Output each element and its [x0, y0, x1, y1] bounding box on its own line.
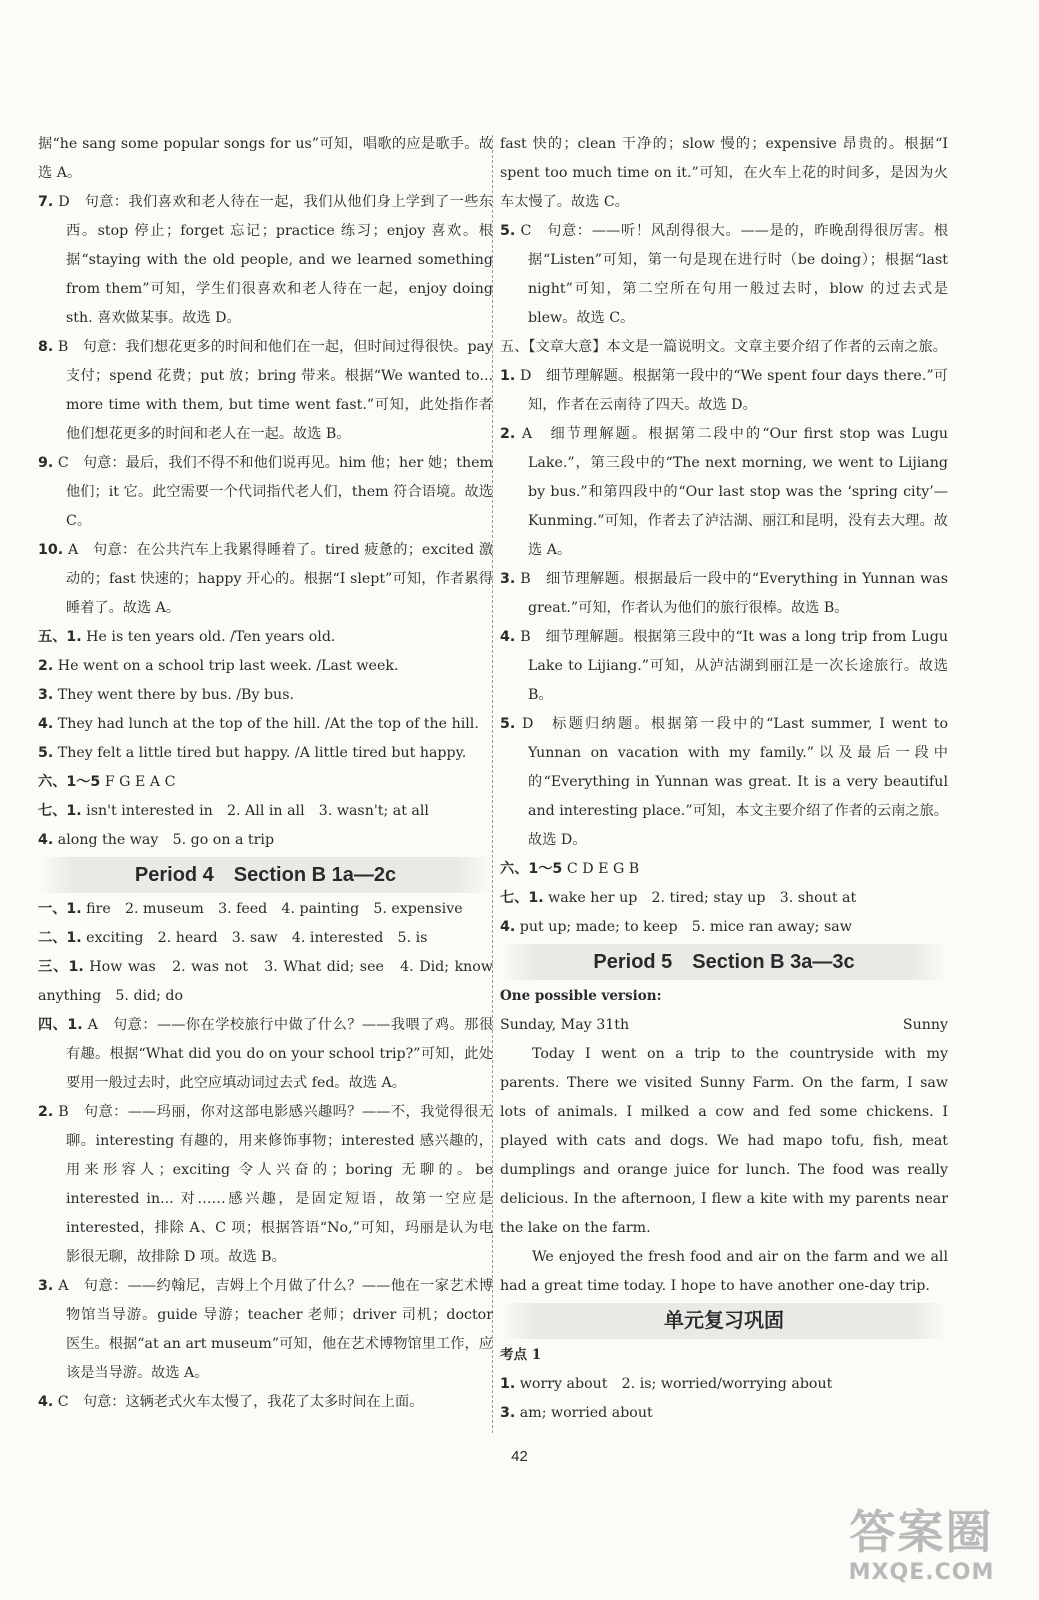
- diary-date: Sunday, May 31th: [500, 1017, 630, 1033]
- part-7-answers-1: 七、1. isn't interested in 2. All in all 3. wasn't; at all: [38, 803, 429, 819]
- watermark-url: MXQE.COM: [848, 1560, 995, 1585]
- answer-6-continued: 据“he sang some popular songs for us”可知，唱歌的应是歌手。故选 A。: [38, 136, 493, 181]
- key-point-answers-1: 1. worry about 2. is; worried/worrying about: [500, 1376, 833, 1392]
- watermark-logo: 答案圈: [849, 1505, 994, 1559]
- reading-answer-3: 3. B 细节理解题。根据最后一段中的“Everything in Yunnan was great.”可知，作者认为他们的旅行很棒。故选 B。: [500, 571, 948, 616]
- part-5-answer-1: 五、1. He is ten years old. /Ten years old.: [38, 629, 336, 645]
- answer-9: 9. C 句意：最后，我们不得不和他们说再见。him 他；her 她；them 他们；it 它。此空需要一个代词指代老人们，them 符合语境。故选 C。: [38, 455, 493, 529]
- part-7-answers-2: 4. along the way 5. go on a trip: [38, 832, 275, 848]
- part-3-answers: 三、1. How was 2. was not 3. What did; see 4. Did; know anything 5. did; do: [38, 959, 493, 1004]
- part-7-answers-right-2: 4. put up; made; to keep 5. mice ran away; saw: [500, 919, 852, 935]
- part-4-answer-4: 4. C 句意：这辆老式火车太慢了，我花了太多时间在上面。: [38, 1394, 424, 1410]
- key-point-answers-2: 3. am; worried about: [500, 1405, 653, 1421]
- essay-paragraph-2: We enjoyed the fresh food and air on the farm and we all had a great time today. I hope to have another one-day trip.: [500, 1249, 948, 1294]
- right-column: [500, 130, 948, 1428]
- part-7-answers-right-1: 七、1. wake her up 2. tired; stay up 3. shout at: [500, 890, 857, 906]
- reading-answer-1: 1. D 细节理解题。根据第一段中的“We spent four days there.”可知，作者在云南待了四天。故选 D。: [500, 368, 948, 413]
- reading-answer-2: 2. A 细节理解题。根据第二段中的“Our first stop was Lugu Lake.”，第三段中的“The next morning, we went to Lijiang by bus.”和第四段中的“Our last stop was the ‘spring city’—Kunming.”可知，作者去了泸沽湖、丽江和昆明，没有去大理。故选 A。: [500, 426, 948, 558]
- part-4-answer-2: 2. B 句意：——玛丽，你对这部电影感兴趣吗？——不，我觉得很无聊。interesting 有趣的，用来修饰事物；interested 感兴趣的，用来形容人；exciting 令人兴奋的；boring 无聊的。be interested in... 对……感兴趣，是固定短语，故第一空应是 interested，排除 A、C 项；根据答语“No,”可知，玛丽是认为电影很无聊，故排除 D 项。故选 B。: [38, 1104, 493, 1265]
- diary-header: [500, 1011, 948, 1040]
- section-title-unit-review: 单元复习巩固: [500, 1303, 948, 1339]
- part-6-answers-right: 六、1～5 C D E G B: [500, 861, 640, 877]
- page-number: 42: [511, 1448, 528, 1465]
- part-5-answer-2: 2. He went on a school trip last week. /Last week.: [38, 658, 399, 674]
- answer-10: 10. A 句意：在公共汽车上我累得睡着了。tired 疲惫的；excited 激动的；fast 快速的；happy 开心的。根据“I slept”可知，作者累得睡着了。故选 A。: [38, 542, 494, 616]
- part-2-answers: 二、1. exciting 2. heard 3. saw 4. interested 5. is: [38, 930, 428, 946]
- part-1-answers: 一、1. fire 2. museum 3. feed 4. painting 5. expensive: [38, 901, 463, 917]
- section-title-period-5: Period 5 Section B 3a—3c: [500, 944, 948, 980]
- reading-summary: 五、【文章大意】本文是一篇说明文。文章主要介绍了作者的云南之旅。: [500, 339, 947, 355]
- part-4-answer-3: 3. A 句意：——约翰尼，吉姆上个月做了什么？——他在一家艺术博物馆当导游。guide 导游；teacher 老师；driver 司机；doctor 医生。根据“at an art museum”可知，他在艺术博物馆里工作，应该是当导游。故选 A。: [38, 1278, 493, 1381]
- reading-answer-5: 5. D 标题归纳题。根据第一段中的“Last summer, I went to Yunnan on vacation with my family.”以及最后一段中的“Everything in Yunnan was great. It is a very beautiful and interesting place.”可知，本文主要介绍了作者的云南之旅。故选 D。: [500, 716, 948, 848]
- part-5-answer-4: 4. They had lunch at the top of the hill. /At the top of the hill.: [38, 716, 479, 732]
- part-4-answer-4-continued: fast 快的；clean 干净的；slow 慢的；expensive 昂贵的。根据“I spent too much time on it.”可知，在火车上花的时间多，是因为火车太慢了。故选 C。: [500, 136, 948, 210]
- part-4-answer-5: 5. C 句意：——听！风刮得很大。——是的，昨晚刮得很厉害。根据“Listen”可知，第一句是现在进行时（be doing）；根据“last night”可知，第二空所在句用一般过去时，blow 的过去式是 blew。故选 C。: [500, 223, 949, 326]
- answer-7: 7. D 句意：我们喜欢和老人待在一起，我们从他们身上学到了一些东西。stop 停止；forget 忘记；practice 练习；enjoy 喜欢。根据“staying with the old people, and we learned something from them”可知，学生们很喜欢和老人待在一起，enjoy doing sth. 喜欢做某事。故选 D。: [38, 194, 493, 326]
- answer-8: 8. B 句意：我们想花更多的时间和他们在一起，但时间过得很快。pay 支付；spend 花费；put 放；bring 带来。根据“We wanted to... more time with them, but time went fast.”可知，此处指作者他们想花更多的时间和老人在一起。故选 B。: [38, 339, 493, 442]
- part-4-answer-1: 四、1. A 句意：——你在学校旅行中做了什么？——我喂了鸡。那很有趣。根据“What did you do on your school trip?”可知，此处要用一般过去时，此空应填动词过去式 fed。故选 A。: [38, 1017, 494, 1091]
- sample-essay-label: One possible version:: [500, 988, 662, 1004]
- reading-answer-4: 4. B 细节理解题。根据第三段中的“It was a long trip from Lugu Lake to Lijiang.”可知，从泸沽湖到丽江是一次长途旅行。故选 B。: [500, 629, 948, 703]
- section-title-period-4: Period 4 Section B 1a—2c: [38, 857, 493, 893]
- part-6-answers: 六、1～5 F G E A C: [38, 774, 176, 790]
- part-5-answer-3: 3. They went there by bus. /By bus.: [38, 687, 294, 703]
- left-column: [38, 130, 493, 1417]
- essay-paragraph-1: Today I went on a trip to the countryside with my parents. There we visited Sunny Farm. On the farm, I saw lots of animals. I milked a cow and fed some chickens. I played with cats and dogs. We had mapo tofu, fish, meat dumplings and orange juice for lunch. The food was really delicious. In the afternoon, I flew a kite with my parents near the lake on the farm.: [500, 1046, 948, 1236]
- site-watermark: [824, 1504, 1019, 1586]
- key-point-label: 考点 1: [500, 1347, 542, 1363]
- diary-weather: Sunny: [902, 1017, 948, 1033]
- part-5-answer-5: 5. They felt a little tired but happy. /A little tired but happy.: [38, 745, 467, 761]
